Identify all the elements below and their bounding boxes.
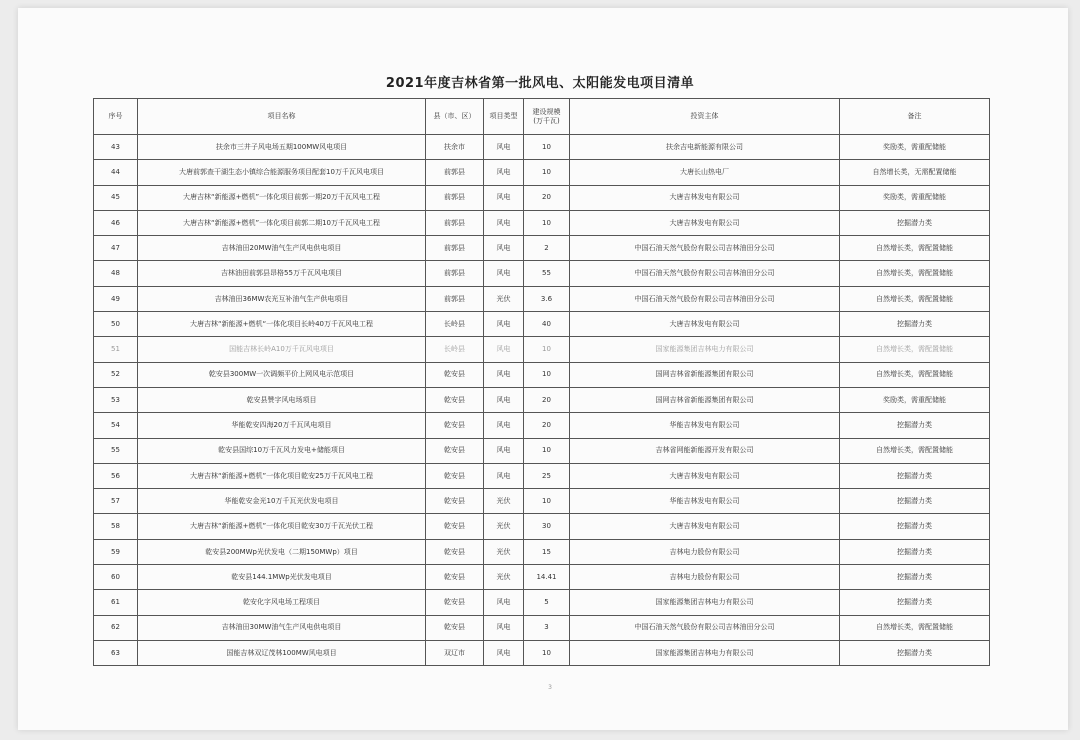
header-remark: 备注 [840, 99, 990, 135]
cell-scale: 40 [524, 312, 570, 337]
cell-investor: 大唐吉林发电有限公司 [570, 514, 840, 539]
cell-project-type: 风电 [484, 362, 524, 387]
table-row [94, 286, 990, 311]
cell-investor: 大唐吉林发电有限公司 [570, 312, 840, 337]
table-row [94, 413, 990, 438]
cell-remark: 挖掘潜力类 [840, 413, 990, 438]
cell-seq: 47 [94, 236, 138, 261]
cell-remark: 挖掘潜力类 [840, 514, 990, 539]
cell-county: 前郭县 [426, 185, 484, 210]
table-row [94, 514, 990, 539]
cell-county: 乾安县 [426, 615, 484, 640]
cell-seq: 50 [94, 312, 138, 337]
cell-remark: 挖掘潜力类 [840, 210, 990, 235]
header-project-name: 项目名称 [138, 99, 426, 135]
cell-county: 双辽市 [426, 640, 484, 665]
cell-investor: 大唐吉林发电有限公司 [570, 463, 840, 488]
cell-scale: 10 [524, 438, 570, 463]
cell-county: 乾安县 [426, 413, 484, 438]
cell-project-type: 光伏 [484, 514, 524, 539]
cell-remark: 挖掘潜力类 [840, 590, 990, 615]
cell-remark: 自然增长类，需配置储能 [840, 362, 990, 387]
cell-county: 前郭县 [426, 210, 484, 235]
header-county: 县（市、区） [426, 99, 484, 135]
cell-investor: 吉林电力股份有限公司 [570, 539, 840, 564]
table-row [94, 565, 990, 590]
header-scale [524, 99, 570, 135]
cell-scale: 10 [524, 160, 570, 185]
cell-project-type: 风电 [484, 337, 524, 362]
cell-scale: 10 [524, 337, 570, 362]
table-row [94, 312, 990, 337]
cell-investor: 大唐吉林发电有限公司 [570, 210, 840, 235]
cell-project-name: 乾安县国综10万千瓦风力发电+储能项目 [138, 438, 426, 463]
table-row [94, 387, 990, 412]
cell-project-type: 光伏 [484, 539, 524, 564]
cell-remark: 挖掘潜力类 [840, 565, 990, 590]
cell-remark: 挖掘潜力类 [840, 539, 990, 564]
cell-scale: 10 [524, 362, 570, 387]
cell-project-type: 风电 [484, 615, 524, 640]
cell-seq: 53 [94, 387, 138, 412]
table-row [94, 236, 990, 261]
cell-scale: 55 [524, 261, 570, 286]
table-header-row [94, 99, 990, 135]
cell-project-name: 华能乾安四海20万千瓦风电项目 [138, 413, 426, 438]
cell-seq: 43 [94, 135, 138, 160]
cell-project-type: 风电 [484, 640, 524, 665]
cell-investor: 中国石油天然气股份有限公司吉林油田分公司 [570, 286, 840, 311]
cell-remark: 挖掘潜力类 [840, 489, 990, 514]
cell-scale: 5 [524, 590, 570, 615]
cell-remark: 挖掘潜力类 [840, 312, 990, 337]
cell-remark: 自然增长类，需配置储能 [840, 615, 990, 640]
cell-county: 长岭县 [426, 312, 484, 337]
cell-scale: 2 [524, 236, 570, 261]
header-investor: 投资主体 [570, 99, 840, 135]
table-row [94, 160, 990, 185]
cell-investor: 中国石油天然气股份有限公司吉林油田分公司 [570, 261, 840, 286]
cell-scale: 14.41 [524, 565, 570, 590]
header-seq: 序号 [94, 99, 138, 135]
cell-investor: 中国石油天然气股份有限公司吉林油田分公司 [570, 615, 840, 640]
cell-project-type: 风电 [484, 438, 524, 463]
cell-project-type: 风电 [484, 463, 524, 488]
cell-investor: 国家能源集团吉林电力有限公司 [570, 640, 840, 665]
table-row [94, 210, 990, 235]
page-number: 3 [548, 684, 552, 691]
table-row [94, 640, 990, 665]
cell-project-type: 风电 [484, 590, 524, 615]
cell-county: 乾安县 [426, 565, 484, 590]
cell-scale: 25 [524, 463, 570, 488]
cell-remark: 奖励类，需重配储能 [840, 185, 990, 210]
cell-seq: 44 [94, 160, 138, 185]
cell-remark: 自然增长类，需配置储能 [840, 337, 990, 362]
cell-investor: 扶余吉电新能源有限公司 [570, 135, 840, 160]
cell-scale: 10 [524, 489, 570, 514]
cell-scale: 20 [524, 413, 570, 438]
table-row [94, 135, 990, 160]
cell-seq: 58 [94, 514, 138, 539]
cell-county: 乾安县 [426, 590, 484, 615]
cell-county: 乾安县 [426, 489, 484, 514]
cell-project-name: 大唐吉林“新能源+燃机”一体化项目前郭一期20万千瓦风电工程 [138, 185, 426, 210]
table-body [94, 135, 990, 666]
cell-project-type: 风电 [484, 185, 524, 210]
table-row [94, 590, 990, 615]
cell-project-name: 大唐吉林“新能源+燃机”一体化项目乾安30万千瓦光伏工程 [138, 514, 426, 539]
cell-county: 前郭县 [426, 236, 484, 261]
table-row [94, 261, 990, 286]
cell-seq: 61 [94, 590, 138, 615]
cell-seq: 54 [94, 413, 138, 438]
cell-scale: 10 [524, 210, 570, 235]
cell-county: 长岭县 [426, 337, 484, 362]
cell-project-name: 吉林油田前郭县昂格55万千瓦风电项目 [138, 261, 426, 286]
header-project-type: 项目类型 [484, 99, 524, 135]
cell-county: 乾安县 [426, 463, 484, 488]
cell-county: 前郭县 [426, 286, 484, 311]
cell-seq: 46 [94, 210, 138, 235]
cell-project-name: 国能吉林长岭A10万千瓦风电项目 [138, 337, 426, 362]
cell-county: 前郭县 [426, 261, 484, 286]
cell-scale: 3 [524, 615, 570, 640]
cell-project-name: 华能乾安金光10万千瓦光伏发电项目 [138, 489, 426, 514]
cell-scale: 10 [524, 135, 570, 160]
project-list-table [93, 98, 990, 666]
header-scale-line2: (万千瓦) [533, 116, 560, 125]
cell-remark: 自然增长类，需配置储能 [840, 236, 990, 261]
cell-county: 乾安县 [426, 387, 484, 412]
cell-project-name: 吉林油田30MW油气生产风电供电项目 [138, 615, 426, 640]
table-row [94, 337, 990, 362]
cell-seq: 60 [94, 565, 138, 590]
cell-remark: 自然增长类，无需配置储能 [840, 160, 990, 185]
cell-project-name: 乾安化字风电场工程项目 [138, 590, 426, 615]
cell-project-name: 乾安县200MWp光伏发电（二期150MWp）项目 [138, 539, 426, 564]
cell-project-name: 大唐前郭查干湖生态小镇综合能源服务项目配套10万千瓦风电项目 [138, 160, 426, 185]
cell-county: 乾安县 [426, 539, 484, 564]
cell-remark: 自然增长类，需配置储能 [840, 286, 990, 311]
cell-project-name: 国能吉林双辽茂林100MW风电项目 [138, 640, 426, 665]
cell-project-type: 风电 [484, 135, 524, 160]
table-row [94, 362, 990, 387]
cell-investor: 大唐长山热电厂 [570, 160, 840, 185]
cell-investor: 中国石油天然气股份有限公司吉林油田分公司 [570, 236, 840, 261]
cell-project-name: 乾安县赞字风电场项目 [138, 387, 426, 412]
cell-project-name: 吉林油田36MW农光互补油气生产供电项目 [138, 286, 426, 311]
cell-project-name: 乾安县300MW一次调频平价上网风电示范项目 [138, 362, 426, 387]
cell-county: 扶余市 [426, 135, 484, 160]
cell-project-name: 吉林油田20MW油气生产风电供电项目 [138, 236, 426, 261]
cell-county: 前郭县 [426, 160, 484, 185]
cell-investor: 国家能源集团吉林电力有限公司 [570, 590, 840, 615]
cell-investor: 国网吉林省新能源集团有限公司 [570, 362, 840, 387]
cell-remark: 自然增长类，需配置储能 [840, 438, 990, 463]
cell-county: 乾安县 [426, 362, 484, 387]
cell-project-name: 乾安县144.1MWp光伏发电项目 [138, 565, 426, 590]
table-row [94, 489, 990, 514]
table-row [94, 463, 990, 488]
cell-seq: 63 [94, 640, 138, 665]
cell-remark: 奖励类，需重配储能 [840, 135, 990, 160]
table-row [94, 615, 990, 640]
cell-seq: 55 [94, 438, 138, 463]
cell-scale: 20 [524, 387, 570, 412]
document-title: 2021年度吉林省第一批风电、太阳能发电项目清单 [385, 76, 695, 91]
cell-project-type: 光伏 [484, 489, 524, 514]
cell-investor: 大唐吉林发电有限公司 [570, 185, 840, 210]
cell-county: 乾安县 [426, 438, 484, 463]
table-row [94, 185, 990, 210]
cell-remark: 挖掘潜力类 [840, 463, 990, 488]
cell-remark: 自然增长类，需配置储能 [840, 261, 990, 286]
cell-project-type: 风电 [484, 160, 524, 185]
cell-seq: 49 [94, 286, 138, 311]
cell-project-type: 风电 [484, 387, 524, 412]
cell-seq: 59 [94, 539, 138, 564]
header-scale-line1: 建设规模 [532, 107, 561, 116]
cell-project-type: 风电 [484, 413, 524, 438]
cell-project-type: 光伏 [484, 565, 524, 590]
cell-project-type: 风电 [484, 210, 524, 235]
cell-investor: 国网吉林省新能源集团有限公司 [570, 387, 840, 412]
cell-investor: 国家能源集团吉林电力有限公司 [570, 337, 840, 362]
cell-project-name: 大唐吉林“新能源+燃机”一体化项目乾安25万千瓦风电工程 [138, 463, 426, 488]
cell-project-name: 大唐吉林“新能源+燃机”一体化项目前郭二期10万千瓦风电工程 [138, 210, 426, 235]
cell-project-name: 大唐吉林“新能源+燃机“一体化项目长岭40万千瓦风电工程 [138, 312, 426, 337]
cell-investor: 吉林省网能新能源开发有限公司 [570, 438, 840, 463]
cell-project-type: 风电 [484, 236, 524, 261]
cell-seq: 52 [94, 362, 138, 387]
table-row [94, 438, 990, 463]
cell-remark: 奖励类，需重配储能 [840, 387, 990, 412]
cell-scale: 15 [524, 539, 570, 564]
cell-project-name: 扶余市三井子风电场五期100MW风电项目 [138, 135, 426, 160]
cell-investor: 吉林电力股份有限公司 [570, 565, 840, 590]
cell-project-type: 风电 [484, 261, 524, 286]
cell-seq: 62 [94, 615, 138, 640]
cell-scale: 30 [524, 514, 570, 539]
cell-seq: 57 [94, 489, 138, 514]
cell-project-type: 光伏 [484, 286, 524, 311]
table-row [94, 539, 990, 564]
cell-seq: 56 [94, 463, 138, 488]
cell-seq: 48 [94, 261, 138, 286]
cell-seq: 51 [94, 337, 138, 362]
cell-seq: 45 [94, 185, 138, 210]
cell-scale: 20 [524, 185, 570, 210]
cell-remark: 挖掘潜力类 [840, 640, 990, 665]
cell-investor: 华能吉林发电有限公司 [570, 413, 840, 438]
cell-project-type: 风电 [484, 312, 524, 337]
cell-county: 乾安县 [426, 514, 484, 539]
cell-scale: 10 [524, 640, 570, 665]
cell-investor: 华能吉林发电有限公司 [570, 489, 840, 514]
cell-scale: 3.6 [524, 286, 570, 311]
